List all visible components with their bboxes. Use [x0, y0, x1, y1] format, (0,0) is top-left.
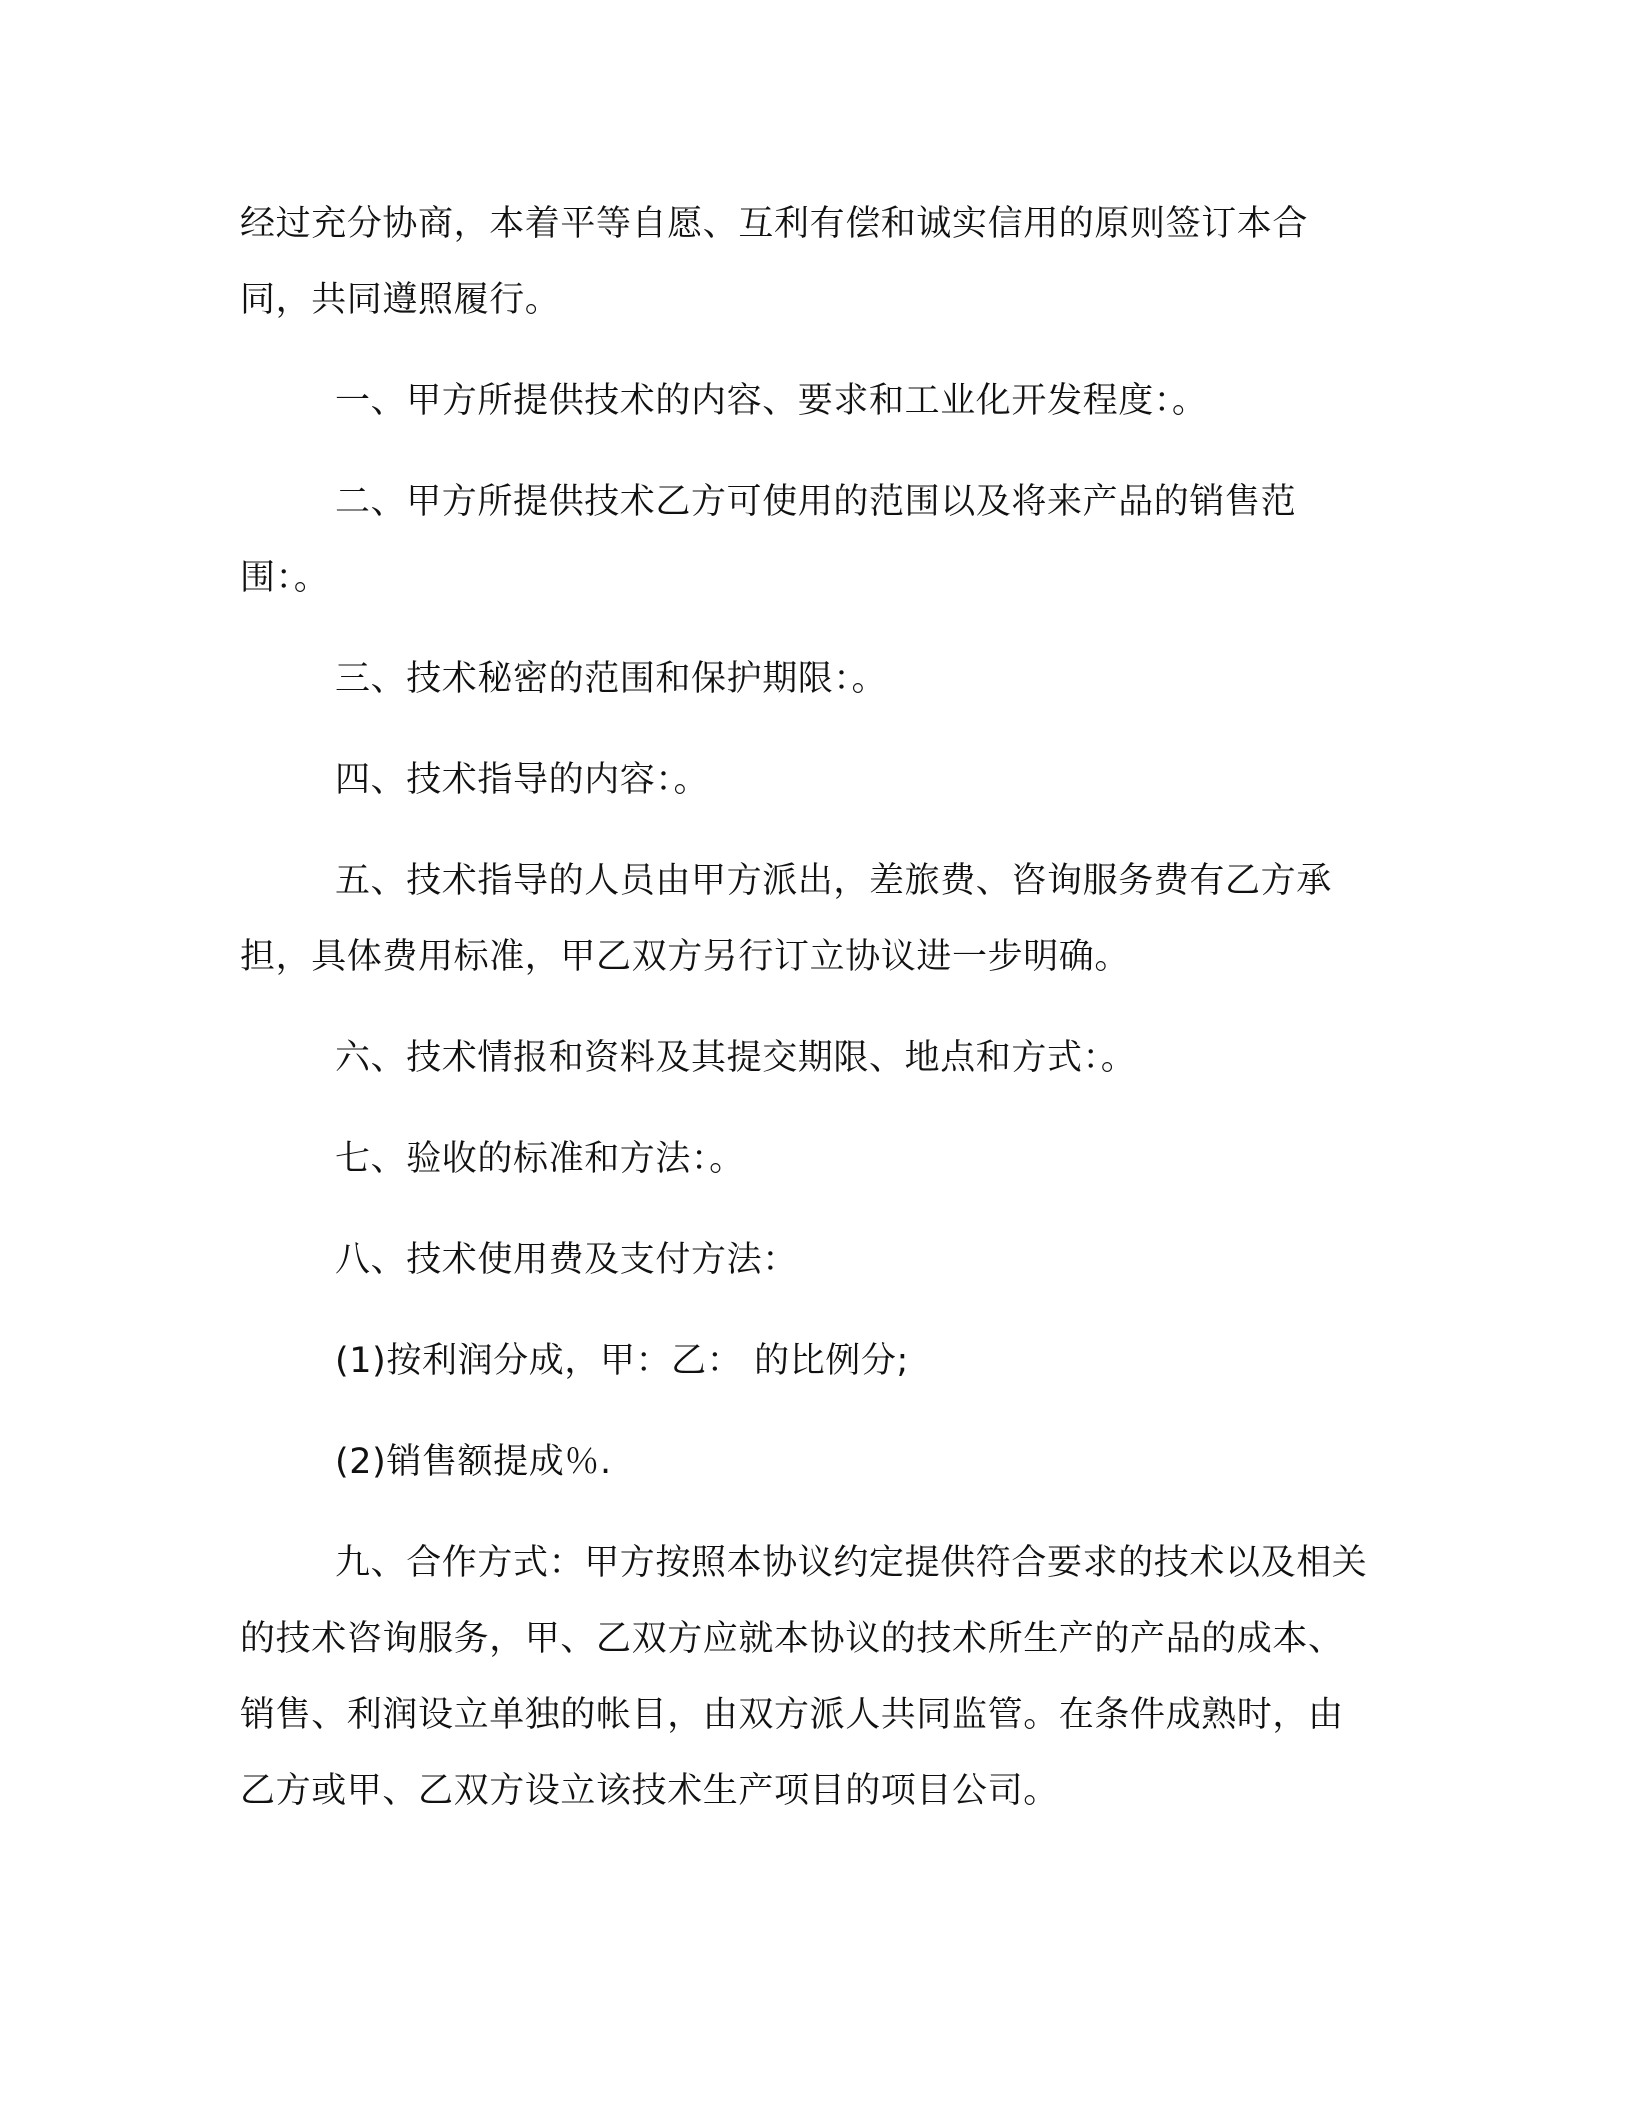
paragraph-clause-7: 七、验收的标准和方法：。	[335, 1139, 745, 1179]
paragraph-clause-2: 二、甲方所提供技术乙方可使用的范围以及将来产品的销售范围：。	[240, 482, 1297, 598]
paragraph-intro: 经过充分协商，本着平等自愿、互利有偿和诚实信用的原则签订本合同，共同遵照履行。	[240, 204, 1309, 320]
paragraph-clause-3: 三、技术秘密的范围和保护期限：。	[335, 659, 888, 699]
paragraph-clause-8: 八、技术使用费及支付方法：	[335, 1240, 798, 1280]
paragraph-clause-9: 九、合作方式：甲方按照本协议约定提供符合要求的技术以及相关的技术咨询服务，甲、乙双方应就本协议的技术所生产的产品的成本、销售、利润设立单独的帐目，由双方派人共同监管。在条件成熟时，由乙方或甲、乙双方设立该技术生产项目的项目公司。	[240, 1543, 1368, 1811]
contract-body	[240, 186, 1375, 1854]
paragraph-clause-5: 五、技术指导的人员由甲方派出，差旅费、咨询服务费有乙方承担，具体费用标准，甲乙双方另行订立协议进一步明确。	[240, 861, 1332, 977]
paragraph-clause-1: 一、甲方所提供技术的内容、要求和工业化开发程度：。	[335, 381, 1208, 421]
paragraph-payment-option-2: (2)销售额提成％.	[335, 1442, 612, 1482]
paragraph-clause-6: 六、技术情报和资料及其提交期限、地点和方式：。	[335, 1038, 1137, 1078]
paragraph-payment-option-1: (1)按利润分成，甲：乙： 的比例分;	[335, 1341, 909, 1381]
paragraph-clause-4: 四、技术指导的内容：。	[335, 760, 710, 800]
